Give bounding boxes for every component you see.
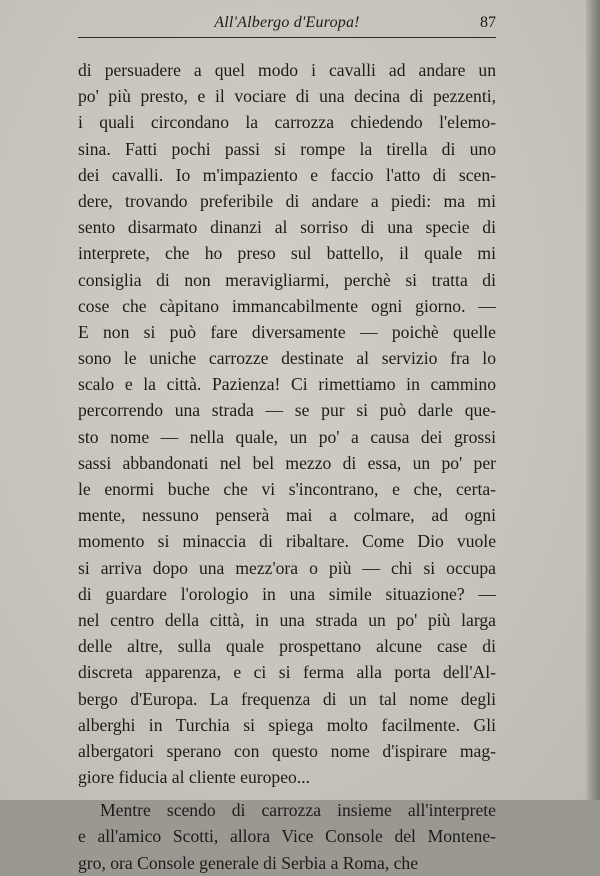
text-line: dei cavalli. Io m'impaziento e faccio l'atto di scen- — [78, 164, 496, 185]
text-line: nel centro della città, in una strada un po' più larga — [78, 609, 496, 630]
body-text — [78, 57, 496, 876]
text-line: sento disarmato dinanzi al sorriso di una specie di — [78, 217, 496, 238]
text-line: mente, nessuno penserà mai a colmare, ad ogni — [78, 505, 496, 526]
running-head — [78, 14, 496, 36]
text-line: bergo d'Europa. La frequenza di un tal nome degli — [78, 688, 496, 709]
text-line: dere, trovando preferibile di andare a piedi: ma mi — [78, 190, 496, 211]
page-number: 87 — [480, 14, 496, 31]
paragraph — [78, 797, 496, 876]
text-line: discreta apparenza, e ci si ferma alla porta dell'Al- — [78, 662, 496, 683]
text-line: alberghi in Turchia si spiega molto facilmente. Gli — [78, 714, 496, 735]
text-line: E non si può fare diversamente — poichè quelle — [78, 321, 496, 342]
text-line: cose che càpitano immancabilmente ogni giorno. — — [78, 295, 496, 316]
paragraph-gap — [78, 790, 496, 797]
text-line: e all'amico Scotti, allora Vice Console del Montene- — [78, 826, 496, 847]
text-line: po' più presto, e il vociare di una decina di pezzenti, — [78, 86, 496, 107]
text-line: interprete, che ho preso sul battello, il quale mi — [78, 243, 496, 264]
header-rule — [78, 37, 496, 38]
text-line: sina. Fatti pochi passi si rompe la tirella di uno — [78, 138, 496, 159]
text-line: consiglia di non meravigliarmi, perchè si tratta di — [78, 269, 496, 290]
text-line: le enormi buche che vi s'incontrano, e che, certa- — [78, 479, 496, 499]
text-line: momento si minaccia di ribaltare. Come Dio vuole — [78, 531, 496, 552]
text-line: di guardare l'orologio in una simile situazione? — — [78, 583, 496, 604]
text-line: delle altre, sulla quale prospettano alcune case di — [78, 636, 496, 657]
text-line: sono le uniche carrozze destinate al servizio fra lo — [78, 348, 496, 369]
text-line: giore fiducia al cliente europeo... — [78, 767, 311, 788]
text-line: sto nome — nella quale, un po' a causa dei grossi — [78, 426, 496, 447]
paragraph — [78, 57, 496, 790]
text-line: albergatori sperano con questo nome d'ispirare mag- — [78, 740, 496, 761]
text-line: sassi abbandonati nel bel mezzo di essa, un po' per — [78, 452, 496, 473]
text-line: i quali circondano la carrozza chiedendo l'elemo- — [78, 112, 496, 133]
text-line: di persuadere a quel modo i cavalli ad andare un — [78, 60, 496, 80]
text-line: si arriva dopo una mezz'ora o più — chi si occupa — [78, 557, 496, 578]
text-line: Mentre scendo di carrozza insieme all'interprete — [100, 800, 496, 821]
text-line: percorrendo una strada — se pur si può darle que- — [78, 400, 496, 421]
text-line: scalo e la città. Pazienza! Ci rimettiamo in cammino — [78, 374, 496, 395]
running-title: All'Albergo d'Europa! — [214, 14, 360, 31]
page-edge — [586, 0, 600, 800]
text-line: gro, ora Console generale di Serbia a Roma, che — [78, 852, 419, 873]
